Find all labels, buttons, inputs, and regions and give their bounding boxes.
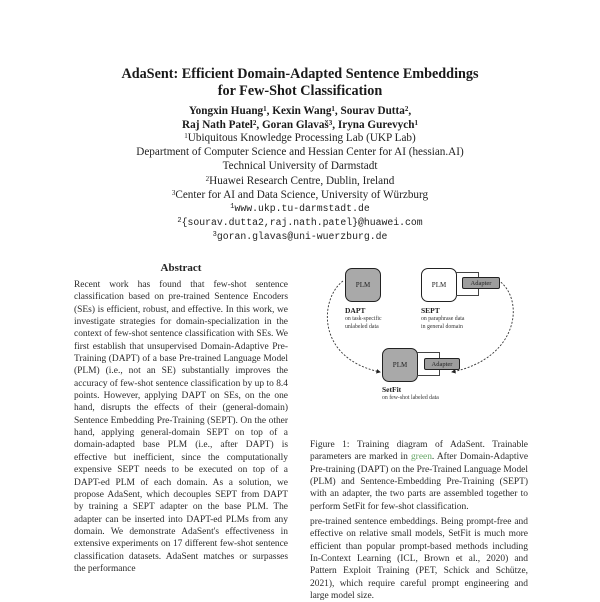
adapter-label: Adapter <box>470 279 492 287</box>
abstract-heading: Abstract <box>160 262 202 274</box>
author-line-1: Yongxin Huang$^1$, Kexin Wang$^1$, Sourav Dutta$^2$, <box>188 105 412 117</box>
figure-training-diagram <box>310 258 530 428</box>
dapt-plm-box <box>345 268 381 302</box>
affiliation-1-dept: Department of Computer Science and Hessian Center for AI (hessian.AI) <box>136 146 464 159</box>
affil-mark: 3 <box>212 231 217 240</box>
affiliation-2 <box>0 174 600 188</box>
plm-label: PLM <box>355 281 371 289</box>
affiliation-1-univ: Technical University of Darmstadt <box>222 160 378 173</box>
sept-adapter-box <box>462 277 500 289</box>
contact-email[interactable]: {sourav.dutta2,raj.nath.patel}@huawei.com <box>181 217 423 229</box>
adapter-label: Adapter <box>431 360 453 368</box>
plm-label: PLM <box>431 281 447 289</box>
affiliation-1 <box>0 131 600 145</box>
setfit-label: SetFit <box>382 385 402 394</box>
dapt-description <box>345 316 382 331</box>
affil-mark: 2 <box>205 174 210 183</box>
contact-email[interactable]: goran.glavas@uni-wuerzburg.de <box>216 231 388 243</box>
plm-label: PLM <box>392 361 408 369</box>
dapt-label: DAPT <box>345 306 366 315</box>
setfit-plm-box <box>382 348 418 382</box>
author-name: Sourav Dutta <box>340 105 405 117</box>
sept-description <box>421 316 464 331</box>
sept-desc-line: on paraphrase data <box>421 316 465 322</box>
affiliation-text: Ubiquitous Knowledge Processing Lab (UKP Lab) <box>187 132 416 144</box>
dapt-desc-line: unlabeled data <box>345 323 379 330</box>
sept-plm-box <box>421 268 457 302</box>
dapt-desc-line: on task-specific <box>345 316 382 322</box>
affil-mark: 3 <box>328 119 333 127</box>
paper-title <box>0 66 600 100</box>
contact-web[interactable] <box>0 202 600 216</box>
contact-email-huawei[interactable] <box>0 216 600 230</box>
affil-mark: 2 <box>177 217 182 226</box>
setfit-adapter-box <box>424 358 460 370</box>
contact-email-wuerzburg[interactable] <box>0 230 600 244</box>
author-name: Iryna Gurevych <box>337 119 415 131</box>
affiliation-text: Huawei Research Centre, Dublin, Ireland <box>209 174 395 187</box>
body-paragraph: pre-trained sentence embeddings. Being prompt-free and effective on relative small models, SetFit is much more efficient than popular prompt-based methods including In-Context Learning (ICL, Brown et al., 2020) and Pattern Exploit Training (PET, Schick and Schütze, 2021), which require careful prompt engineering and large model size. <box>310 517 528 602</box>
affiliations <box>0 131 600 245</box>
setfit-description: on few-shot labeled data <box>382 395 439 401</box>
caption-text: Figure 1: Training diagram of AdaSent. Trainable parameters are marked in <box>310 440 528 463</box>
title-line-2: for Few-Shot Classification <box>217 83 383 99</box>
author-list <box>0 104 600 132</box>
affil-mark: 1 <box>184 132 188 140</box>
affil-mark: 1 <box>230 203 235 212</box>
title-line-1: AdaSent: Efficient Domain-Adapted Sentence Embeddings <box>121 66 479 82</box>
caption-green-word: green <box>410 452 432 463</box>
sept-desc-line: in general domain <box>421 323 463 330</box>
affil-mark: 2 <box>252 119 257 127</box>
affiliation-text: Center for AI and Data Science, University of Würzburg <box>175 188 429 201</box>
author-name: Goran Glavaš <box>261 119 329 131</box>
affil-mark: 2 <box>404 105 409 113</box>
sept-label: SEPT <box>421 306 440 315</box>
affiliation-3 <box>0 188 600 202</box>
affil-mark: 1 <box>331 105 335 113</box>
caption-text: . After Domain-Adaptive Pre-training (DAPT) on the Pre-Trained Language Model (PLM) and Sentence-Embedding Pre-Training (SEPT) with an adapter, the two parts are assembled together to perform SetFit for few-shot classification. <box>310 452 529 512</box>
affil-mark: 1 <box>414 119 418 127</box>
author-line-2: Raj Nath Patel$^2$, Goran Glavaš$^3$, Iryna Gurevych$^1$ <box>182 119 418 131</box>
affil-mark: 3 <box>171 188 176 197</box>
author-name: Yongxin Huang <box>188 105 264 117</box>
abstract-body: Recent work has found that few-shot sentence classification based on pre-trained Sentence Encoders (SEs) is efficient, robust, and effective. In this work, we investigate strategies for domain-specialization in the context of few-shot sentence classification with SEs. We first establish that unsupervised Domain-Adaptive Pre-Training (DAPT) of a base Pre-trained Language Model (PLM) (i.e., not an SE) substantially improves the accuracy of few-shot sentence classification by up to 8.4 points. However, applying DAPT on SEs, on the one hand, disrupts the effects of their (general-domain) Sentence Embedding Pre-Training (SEPT). On the other hand, applying general-domain SEPT on top of a domain-adapted base PLM (i.e., after DAPT) is effective but inefficient, since the computationally expensive SEPT needs to be executed on top of a DAPT-ed PLM of each domain. As a solution, we propose AdaSent, which decouples SEPT from DAPT by training a SEPT adapter on the base PLM. The adapter can be inserted into DAPT-ed PLMs from any domain. We demonstrate AdaSent's effectiveness in extensive experiments on 17 different few-shot sentence classification datasets. AdaSent matches or surpasses the performance <box>74 280 288 574</box>
affil-mark: 1 <box>263 105 267 113</box>
author-name: Raj Nath Patel <box>182 119 253 131</box>
author-name: Kexin Wang <box>272 105 332 117</box>
figure-caption <box>310 439 528 513</box>
contact-url[interactable]: www.ukp.tu-darmstadt.de <box>234 203 370 215</box>
